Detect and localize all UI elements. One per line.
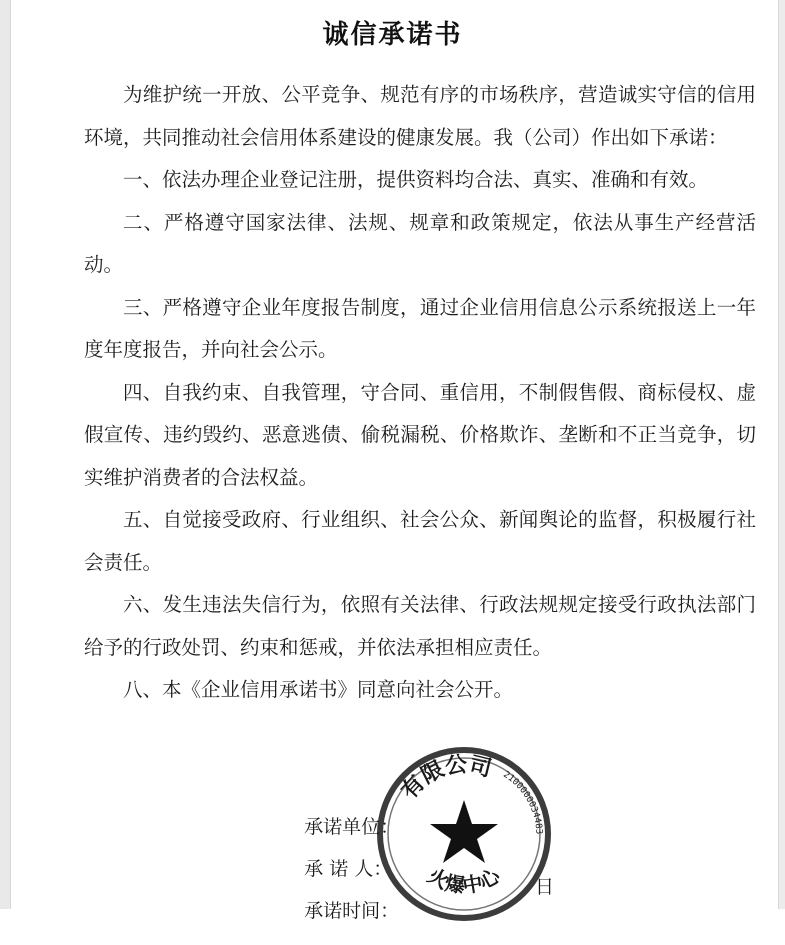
seal-star-icon bbox=[430, 800, 498, 863]
commitment-item-4: 四、自我约束、自我管理，守合同、重信用，不制假售假、商标侵权、虚假宣传、违约毁约、恶意逃债、偷税漏税、价格欺诈、垄断和不正当竞争，切实维护消费者的合法权益。 bbox=[84, 380, 756, 489]
signature-unit-label: 承诺单位： bbox=[304, 816, 400, 838]
signature-time-label: 承诺时间： bbox=[304, 900, 400, 922]
signature-person-label: 承 诺 人： bbox=[304, 858, 393, 880]
page-right-edge bbox=[778, 0, 785, 909]
seal-number-text: 2100000034483 bbox=[501, 769, 544, 835]
page-left-edge bbox=[0, 0, 11, 909]
commitment-item-1: 一、依法办理企业登记注册，提供资料均合法、真实、准确和有效。 bbox=[123, 168, 709, 191]
intro-paragraph: 为维护统一开放、公平竞争、规范有序的市场秩序，营造诚实守信的信用环境，共同推动社会信用体系建设的健康发展。我（公司）作出如下承诺： bbox=[84, 83, 756, 149]
seal-arc-text: 有限公司 bbox=[396, 752, 494, 805]
commitment-item-3: 三、严格遵守企业年度报告制度，通过企业信用信息公示系统报送上一年度年度报告，并向社会公示。 bbox=[84, 295, 756, 361]
seal-bottom-text: 火爆中心 bbox=[423, 863, 504, 898]
commitment-item-2: 二、严格遵守国家法律、法规、规章和政策规定，依法从事生产经营活动。 bbox=[84, 210, 756, 276]
commitment-item-6: 六、发生违法失信行为，依照有关法律、行政法规规定接受行政执法部门给予的行政处罚、约束和惩戒，并依法承担相应责任。 bbox=[84, 593, 756, 659]
signature-day-char: 日 bbox=[535, 876, 555, 898]
document-body bbox=[84, 74, 756, 712]
commitment-item-8: 八、本《企业信用承诺书》同意向社会公开。 bbox=[123, 678, 514, 701]
company-seal bbox=[372, 742, 556, 926]
commitment-item-5: 五、自觉接受政府、行业组织、社会公众、新闻舆论的监督，积极履行社会责任。 bbox=[84, 508, 756, 574]
document-title: 诚信承诺书 bbox=[322, 20, 463, 50]
